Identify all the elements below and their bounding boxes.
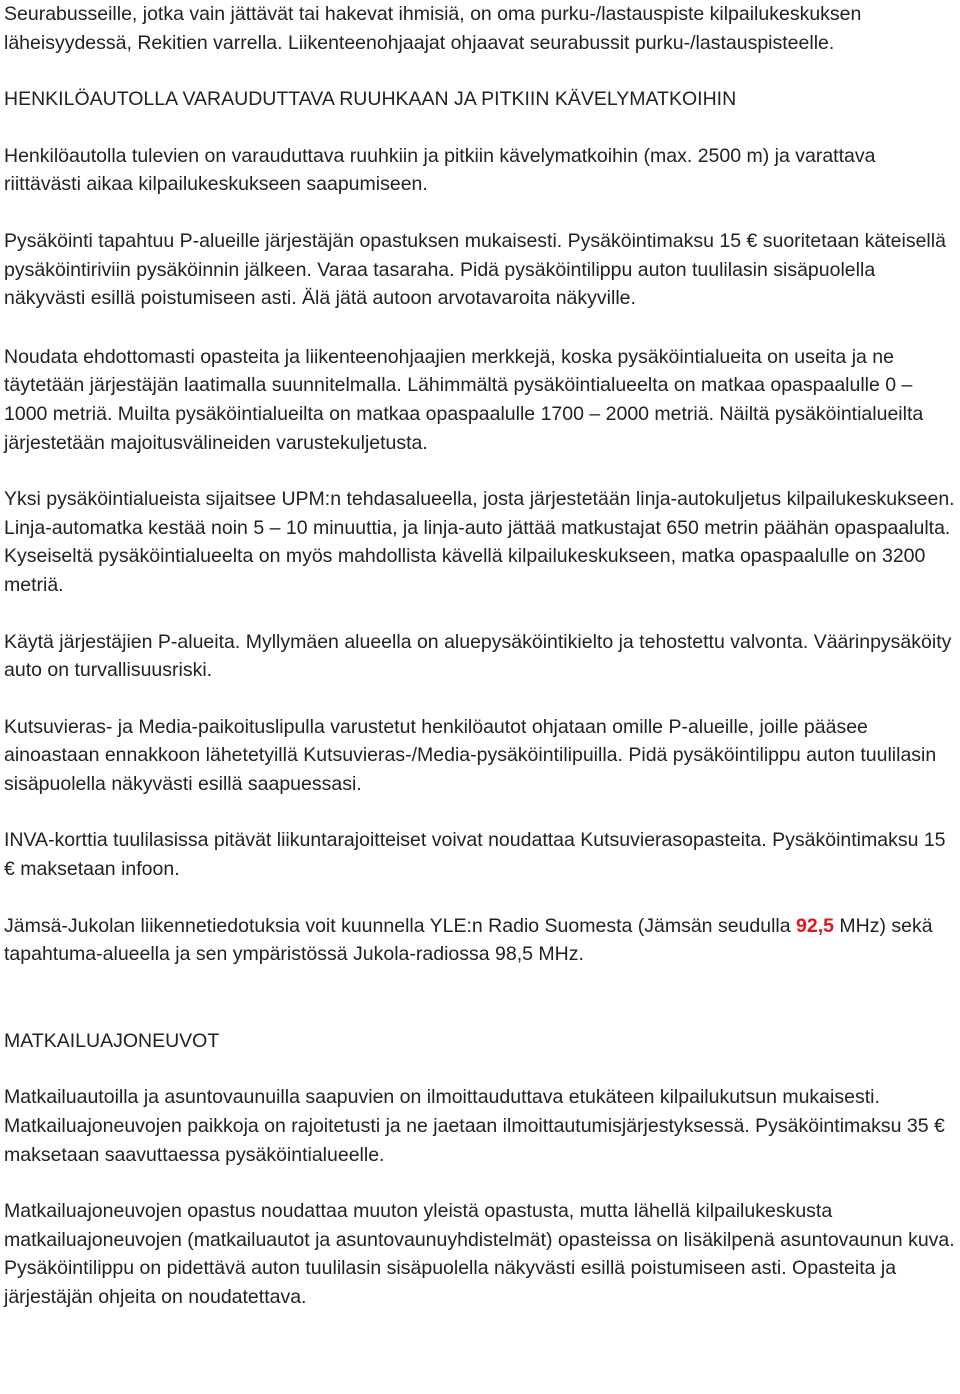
radio-text-post: MHz) sekä tapahtuma-alueella ja sen ympäristössä Jukola-radiossa 98,5 MHz. [4, 914, 933, 966]
section-heading-caravans: MATKAILUAJONEUVOT [4, 1029, 220, 1052]
paragraph-caravan-registration: Matkailuautoilla ja asuntovaunuilla saapuvien on ilmoittauduttava etukäteen kilpailukutsun mukaisesti. Matkailuajoneuvojen paikkoja on rajoitetusti ja ne jaetaan ilmoittautumisjärjestyksessä. Pysäköintimaksu 35 € maksetaan saavuttaessa pysäköintialueelle. [4, 1086, 945, 1166]
paragraph-caravan-signage: Matkailuajoneuvojen opastus noudattaa muuton yleistä opastusta, mutta lähellä kilpailukeskusta matkailuajoneuvojen (matkailuautot ja asuntovaunuyhdistelmät) opasteissa on lisäkilpenä asuntovaunun kuva. Pysäköintilippu on pidettävä auton tuulilasin sisäpuolella näkyvästi esillä poistumiseen asti. Opasteita ja järjestäjän ohjeita on noudatettava. [4, 1200, 955, 1308]
document-page [4, 0, 956, 1312]
paragraph-inva-parking: INVA-korttia tuulilasissa pitävät liikuntarajoitteiset voivat noudattaa Kutsuvierasopasteita. Pysäköintimaksu 15 € maksetaan infoon. [4, 829, 946, 881]
paragraph-parking-ban: Käytä järjestäjien P-alueita. Myllymäen alueella on aluepysäköintikielto ja tehostettu valvonta. Väärinpysäköity auto on turvallisuusriski. [4, 630, 952, 682]
paragraph-car-walking: Henkilöautolla tulevien on varauduttava ruuhkiin ja pitkiin kävelymatkoihin (max. 2500 m) ja varattava riittävästi aikaa kilpailukeskukseen saapumiseen. [4, 144, 876, 196]
paragraph-upm-shuttle: Yksi pysäköintialueista sijaitsee UPM:n tehdasalueella, josta järjestetään linja-autokuljetus kilpailukeskukseen. Linja-automatka kestää noin 5 – 10 minuuttia, ja linja-auto jättää matkustajat 650 metrin päähän opaspaalulta. Kyseiseltä pysäköintialueelta on myös mahdollista kävellä kilpailukeskukseen, matka opaspaalulle on 3200 metriä. [4, 488, 955, 596]
radio-text-pre: Jämsä-Jukolan liikennetiedotuksia voit kuunnella YLE:n Radio Suomesta (Jämsän seudulla [4, 914, 797, 937]
radio-frequency-highlight: 92,5 [796, 914, 834, 937]
paragraph-guest-media-parking: Kutsuvieras- ja Media-paikoituslipulla varustetut henkilöautot ohjataan omille P-alueille, joille pääsee ainoastaan ennakkoon lähetetyillä Kutsuvieras-/Media-pysäköintilipuilla. Pidä pysäköintilippu auton tuulilasin sisäpuolella näkyvästi esillä saapuessasi. [4, 715, 937, 795]
paragraph-parking-signs: Noudata ehdottomasti opasteita ja liikenteenohjaajien merkkejä, koska pysäköintialueita on useita ja ne täytetään järjestäjän laatimalla suunnitelmalla. Lähimmältä pysäköintialueelta on matkaa opaspaalulle 0 – 1000 metriä. Muilta pysäköintialueilta on matkaa opaspaalulle 1700 – 2000 metriä. Näiltä pysäköintialueilta järjestetään majoitusvälineiden varustekuljetusta. [4, 345, 924, 454]
paragraph-radio-info [4, 912, 956, 969]
paragraph-parking-fee: Pysäköinti tapahtuu P-alueille järjestäjän opastuksen mukaisesti. Pysäköintimaksu 15 € suoritetaan käteisellä pysäköintiriviin pysäköinnin jälkeen. Varaa tasaraha. Pidä pysäköintilippu auton tuulilasin sisäpuolella näkyvästi esillä poistumiseen asti. Älä jätä autoon arvotavaroita näkyville. [4, 229, 946, 310]
paragraph-bus-dropoff: Seurabusseille, jotka vain jättävät tai hakevat ihmisiä, on oma purku-/lastauspiste kilpailukeskuksen läheisyydessä, Rekitien varrella. Liikenteenohjaajat ohjaavat seurabussit purku-/lastauspisteelle. [4, 3, 862, 54]
section-heading-cars: HENKILÖAUTOLLA VARAUDUTTAVA RUUHKAAN JA PITKIIN KÄVELYMATKOIHIN [4, 88, 737, 111]
